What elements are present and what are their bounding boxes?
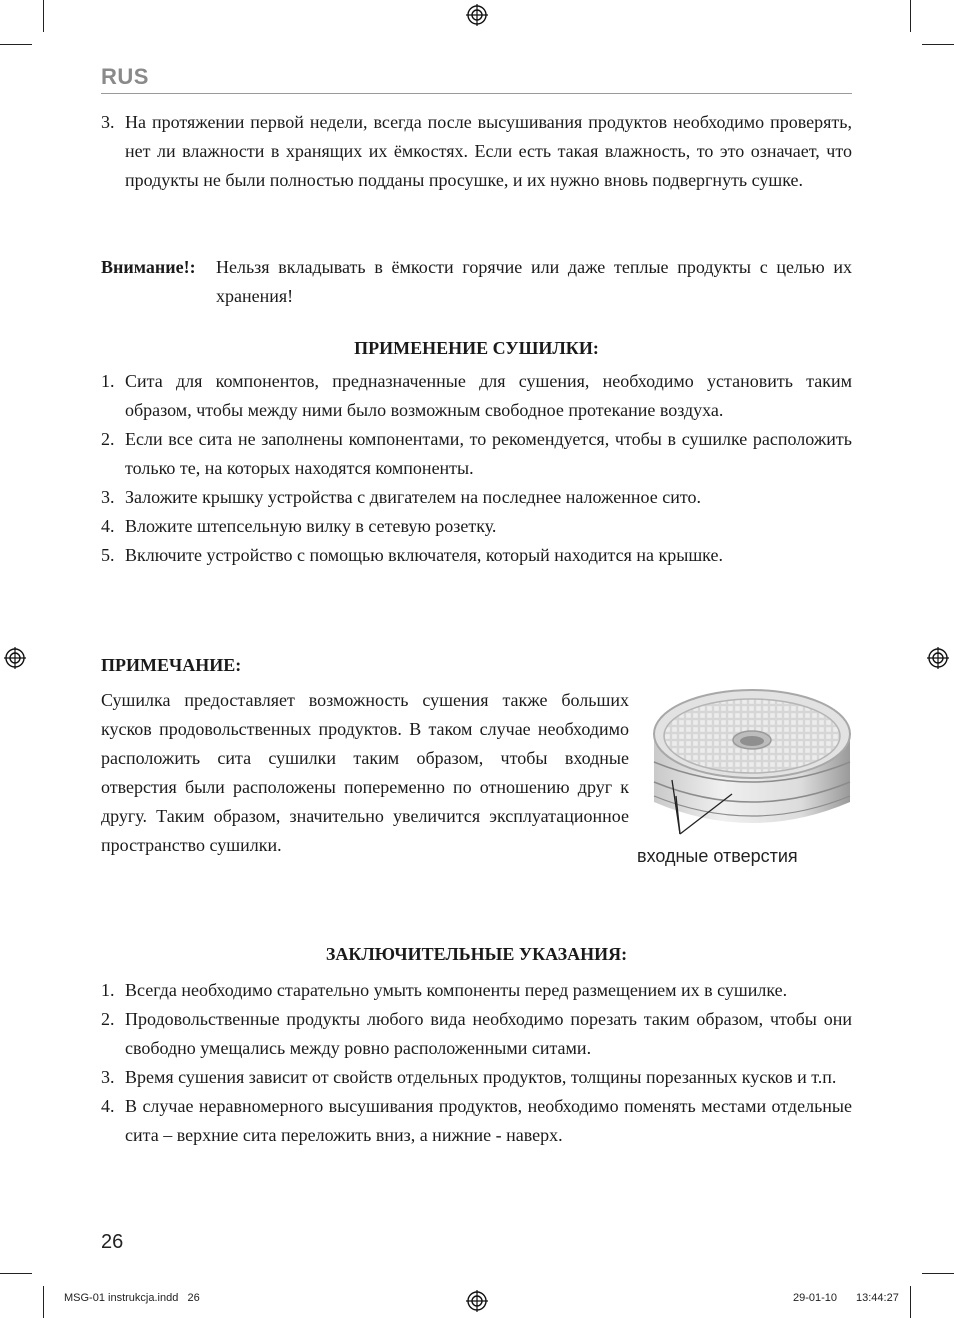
final-list [101, 976, 852, 1150]
list-item [101, 367, 852, 425]
footer-date: 29-01-10 [793, 1292, 838, 1304]
item-number: 3. [101, 487, 115, 507]
crop-mark [910, 0, 911, 32]
crop-mark [43, 1286, 44, 1318]
item-text: Всегда необходимо старательно умыть компоненты перед размещением их в сушилке. [125, 980, 788, 1000]
item-number: 1. [101, 980, 115, 1000]
list-item [101, 541, 852, 570]
list-item [101, 1092, 852, 1150]
item-text: Время сушения зависит от свойств отдельных продуктов, толщины порезанных кусков и т.п. [125, 1067, 837, 1087]
item-number: 2. [101, 1009, 115, 1029]
item-number: 4. [101, 1096, 115, 1116]
crop-mark [0, 44, 32, 45]
item-number: 3. [101, 112, 115, 132]
language-label: RUS [101, 64, 149, 89]
list-item [101, 108, 852, 195]
crop-mark [910, 1286, 911, 1318]
item-number: 4. [101, 516, 115, 536]
list-item [101, 1063, 852, 1092]
crop-mark [922, 1273, 954, 1274]
list-item [101, 483, 852, 512]
item-number: 3. [101, 1067, 115, 1087]
crop-mark [922, 44, 954, 45]
footer-time: 13:44:27 [856, 1292, 899, 1304]
registration-mark-icon [466, 4, 488, 26]
list-item [101, 1005, 852, 1063]
warning-label: Внимание!: [101, 257, 196, 277]
item-text: Если все сита не заполнены компонентами, то рекомендуется, чтобы в сушилке расположить только те, на которых находятся компоненты. [125, 429, 852, 478]
usage-list [101, 367, 852, 570]
section-title-usage: ПРИМЕНЕНИЕ СУШИЛКИ: [354, 338, 599, 358]
item-text: Сита для компонентов, предназначенные для сушения, необходимо установить таким образом, чтобы между ними было возможным свободное протекание воздуха. [125, 371, 852, 420]
list-item [101, 976, 852, 1005]
crop-mark [43, 0, 44, 32]
warning-block [101, 253, 852, 311]
item-text: Включите устройство с помощью включателя, который находится на крышке. [125, 545, 723, 565]
header-rule [101, 93, 852, 94]
item-number: 2. [101, 429, 115, 449]
page-number: 26 [101, 1231, 124, 1253]
item-text: Заложите крышку устройства с двигателем на последнее наложенное сито. [125, 487, 701, 507]
dryer-image [650, 684, 854, 836]
image-caption: входные отверстия [637, 846, 798, 866]
registration-mark-icon [466, 1290, 488, 1312]
registration-mark-icon [927, 647, 949, 669]
list-item [101, 425, 852, 483]
item-number: 1. [101, 371, 115, 391]
crop-mark [0, 1273, 32, 1274]
warning-text: Нельзя вкладывать в ёмкости горячие или даже теплые продукты с целью их хранения! [216, 257, 852, 306]
item-text: В случае неравномерного высушивания продуктов, необходимо поменять местами отдельные сита – верхние сита переложить вниз, а нижние - наверх. [125, 1096, 852, 1145]
note-text: Сушилка предоставляет возможность сушения также больших кусков продовольственных продуктов. В таком случае необходимо расположить сита сушилки таким образом, чтобы входные отверстия были расположены попеременно по отношению друг к другу. Таким образом, значительно увеличится эксплуатационное пространство сушилки. [101, 690, 629, 855]
item-text: Продовольственные продукты любого вида необходимо порезать таким образом, чтобы они свободно умещались между ровно расположенными ситами. [125, 1009, 852, 1058]
storage-list [101, 108, 852, 195]
footer-file: MSG-01 instrukcja.indd 26 [64, 1292, 200, 1304]
section-title-final: ЗАКЛЮЧИТЕЛЬНЫЕ УКАЗАНИЯ: [325, 944, 628, 964]
registration-mark-icon [4, 647, 26, 669]
section-title-note: ПРИМЕЧАНИЕ: [101, 655, 242, 675]
item-text: Вложите штепсельную вилку в сетевую розетку. [125, 516, 497, 536]
list-item [101, 512, 852, 541]
item-text: На протяжении первой недели, всегда после высушивания продуктов необходимо проверять, нет ли влажности в хранящих их ёмкостях. Если есть такая влажность, то это означает, что продукты не были полностью подданы просушке, и их нужно вновь подвергнуть сушке. [125, 112, 852, 190]
item-number: 5. [101, 545, 115, 565]
